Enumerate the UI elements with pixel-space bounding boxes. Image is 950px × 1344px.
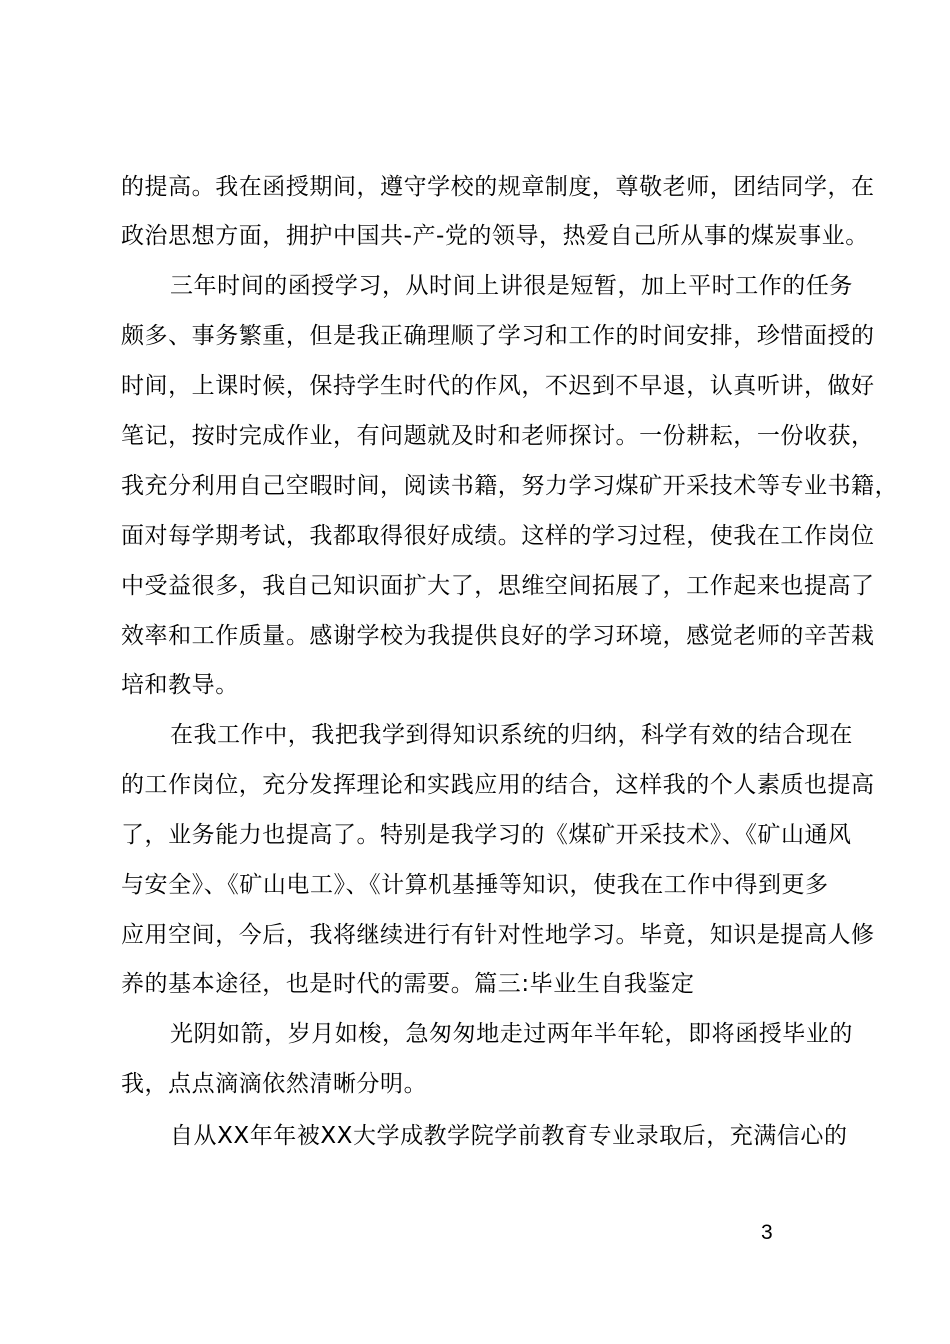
text-line-10: 效率和工作质量。感谢学校为我提供良好的学习环境，感觉老师的辛苦栽: [121, 623, 875, 649]
text-line-7: 我充分利用自己空暇时间，阅读书籍，努力学习煤矿开采技术等专业书籍，: [121, 473, 899, 499]
text-line-9: 中受益很多，我自己知识面扩大了，思维空间拓展了，工作起来也提高了: [121, 573, 875, 599]
text-line-3: 三年时间的函授学习，从时间上讲很是短暂，加上平时工作的任务: [170, 273, 853, 299]
text-line-2: 政治思想方面，拥护中国共-产-党的领导，热爱自己所从事的煤炭事业。: [121, 223, 869, 249]
text-line-1: 的提高。我在函授期间，遵守学校的规章制度，尊敬老师，团结同学，在: [121, 174, 875, 200]
text-line-15: 与安全》、《矿山电工》、《计算机基捶等知识，使我在工作中得到更多: [121, 872, 829, 898]
page-number: 3: [761, 1221, 773, 1244]
text-line-5: 时间，上课时候，保持学生时代的作风，不迟到不早退，认真听讲，做好: [121, 373, 875, 399]
text-line-4: 颇多、事务繁重，但是我正确理顺了学习和工作的时间安排，珍惜面授的: [121, 323, 875, 349]
text-line-12: 在我工作中，我把我学到得知识系统的归纳，科学有效的结合现在: [170, 722, 853, 748]
text-line-18: 光阴如箭，岁月如梭，急匆匆地走过两年半年轮，即将函授毕业的: [170, 1021, 853, 1047]
text-line-16: 应用空间，今后，我将继续进行有针对性地学习。毕竟，知识是提高人修: [121, 922, 875, 948]
text-line-17: 养的基本途径，也是时代的需要。篇三:毕业生自我鉴定: [121, 971, 695, 997]
text-line-8: 面对每学期考试，我都取得很好成绩。这样的学习过程，使我在工作岗位: [121, 523, 875, 549]
text-line-20: 自从XX年年被XX大学成教学院学前教育专业录取后，充满信心的: [170, 1123, 848, 1149]
text-line-6: 笔记，按时完成作业，有问题就及时和老师探讨。一份耕耘，一份收获，: [121, 423, 875, 449]
text-line-11: 培和教导。: [121, 672, 239, 698]
text-line-14: 了，业务能力也提高了。特别是我学习的《煤矿开采技术》、《矿山通风: [121, 822, 852, 848]
text-line-13: 的工作岗位，充分发挥理论和实践应用的结合，这样我的个人素质也提高: [121, 772, 875, 798]
text-line-19: 我，点点滴滴依然清晰分明。: [121, 1071, 428, 1097]
